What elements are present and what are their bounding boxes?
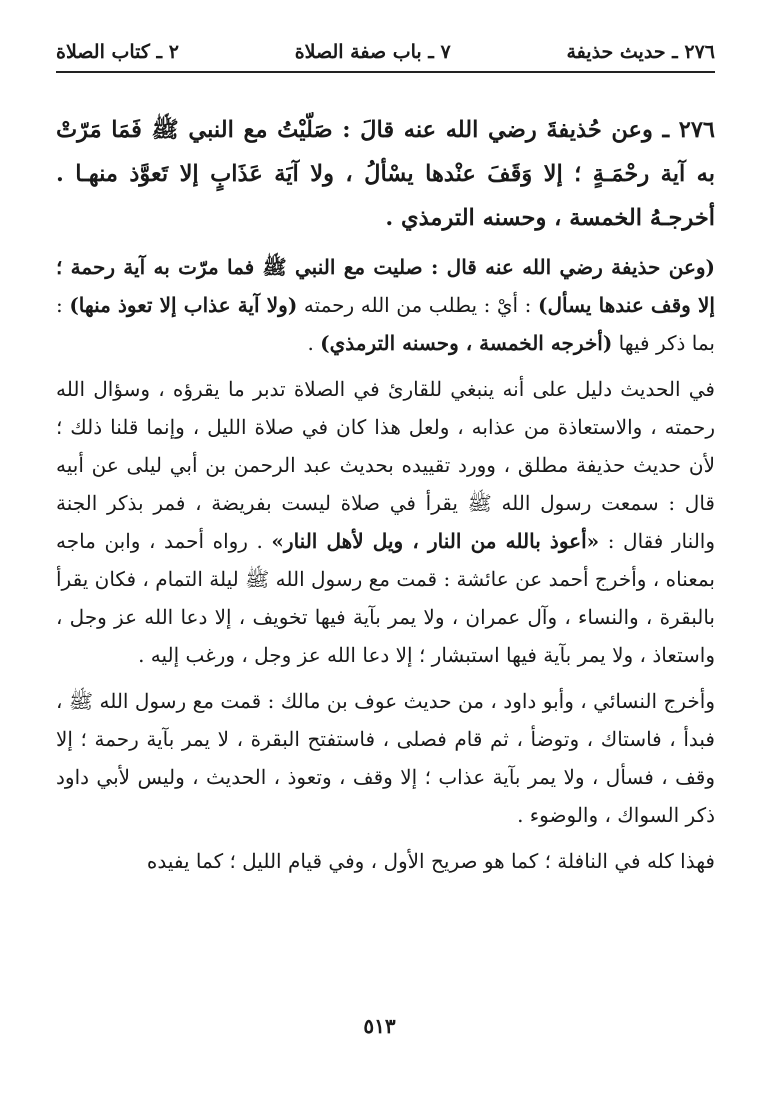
quoted-hadith: (أخرجه الخمسة ، وحسنه الترمذي) bbox=[320, 331, 613, 355]
commentary-text: . رواه أحمد ، وابن ماجه بمعناه ، وأخرج أحمد عن عائشة : قمت مع رسول الله ﷺ ليلة التمام ، فكان يقرأ بالبقرة ، والنساء ، وآل عمران ، ولا يمر بآية فيها تخويف ، إلا دعا الله عز وجل ، واستعاذ ، ولا يمر بآية فيها استبشار ؛ إلا دعا الله عز وجل ، ورغب إليه . bbox=[56, 529, 715, 667]
commentary-paragraph-2 bbox=[56, 370, 715, 674]
page-body bbox=[56, 108, 715, 888]
quoted-dua: «أعوذ بالله من النار ، ويل لأهل النار» bbox=[271, 529, 600, 553]
header-book-title: ٢ ـ كتاب الصلاة bbox=[56, 41, 179, 63]
running-header bbox=[56, 34, 715, 70]
commentary-paragraph-4: فهذا كله في النافلة ؛ كما هو صريح الأول ، وفي قيام الليل ؛ كما يفيده bbox=[146, 849, 715, 873]
header-hadith-title: ٢٧٦ ـ حديث حذيفة bbox=[566, 41, 715, 63]
commentary-paragraph-3: وأخرج النسائي ، وأبو داود ، من حديث عوف بن مالك : قمت مع رسول الله ﷺ ، فبدأ ، فاستاك ، وتوضأ ، ثم قام فصلى ، فاستفتح البقرة ، لا يمر بآية رحمة ؛ إلا وقف ، فسأل ، ولا يمر بآية عذاب ؛ إلا وقف ، وتعوذ ، الحديث ، وليس لأبي داود ذكر السواك ، والوضوء . bbox=[56, 689, 715, 827]
commentary-paragraph-1 bbox=[56, 248, 715, 362]
commentary-text: . bbox=[307, 331, 321, 355]
commentary-text: في الحديث دليل على أنه ينبغي للقارئ في الصلاة تدبر ما يقرؤه ، وسؤال الله رحمته ، والاستعاذة من عذابه ، ولعل هذا كان في صلاة الليل ، وإنما قلنا ذلك ؛ لأن حديث حذيفة مطلق ، وورد تقييده بحديث عبد الرحمن بن أبي ليلى عن أبيه قال : سمعت رسول الله ﷺ يقرأ في صلاة ليست بفريضة ، فمر بذكر الجنة والنار فقال : bbox=[56, 377, 715, 553]
header-chapter-title: ٧ ـ باب صفة الصلاة bbox=[294, 41, 451, 63]
commentary-text: : بما ذكر فيها bbox=[56, 293, 715, 355]
commentary-text: : أيْ : يطلب من الله رحمته bbox=[297, 293, 538, 317]
hadith-text: ٢٧٦ ـ وعن حُذيفةَ رضي الله عنه قالَ : صَلّيْتُ مع النبي ﷺ فَمَا مَرّتْ به آية رحْمَـةٍ ؛ إلا وَقَفَ عنْدها يسْألُ ، ولا آيَة عَذَابٍ إلا تَعوَّذ منهـا . أخرجـهُ الخمسة ، وحسنه الترمذي . bbox=[56, 117, 715, 231]
quoted-hadith: (ولا آية عذاب إلا تعوذ منها) bbox=[69, 293, 298, 317]
header-rule bbox=[56, 71, 715, 73]
page-number: ٥١٣ bbox=[363, 1014, 396, 1038]
quoted-hadith: (وعن حذيفة رضي الله عنه قال : صليت مع النبي ﷺ فما مرّت به آية رحمة ؛ إلا وقف عندها يسأل) bbox=[56, 255, 715, 317]
